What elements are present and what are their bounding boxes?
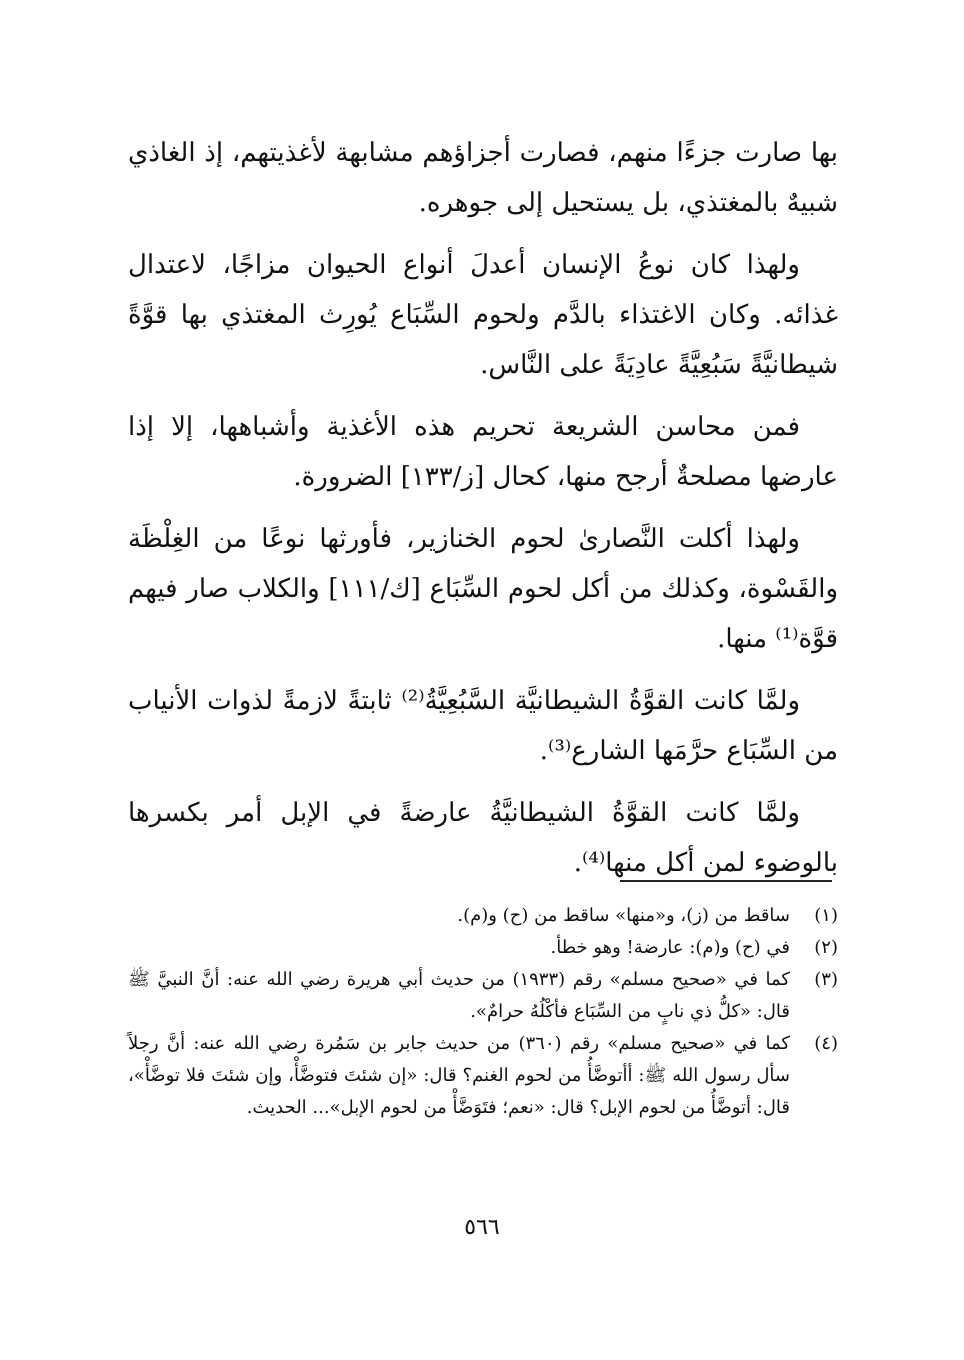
footnote xyxy=(128,964,838,1028)
footnote-separator xyxy=(620,880,832,882)
footnote-text: كما في «صحيح مسلم» رقم (١٩٣٣) من حديث أبي هريرة رضي الله عنه: أنَّ النبيَّ ﷺ قال: «كلُّ ذي نابٍ من السِّبَاع فأكْلُهُ حرامٌ». xyxy=(128,969,790,1022)
footnote xyxy=(128,1028,838,1124)
footnote xyxy=(128,932,838,964)
footnote-number: (٣) xyxy=(814,969,838,990)
paragraph: فمن محاسن الشريعة تحريم هذه الأغذية وأشباهها، إلا إذا عارضها مصلحةٌ أرجح منها، كحال [ز/١٣٣] الضرورة. xyxy=(128,412,838,492)
paragraph: ولهذا أكلت النَّصارىٰ لحوم الخنازير، فأورثها نوعًا من الغِلْظَة والقَسْوة، وكذلك من أكل لحوم السِّبَاع [ك/١١١] والكلاب صار فيهم قوَّة⁽¹⁾ منها. xyxy=(128,524,839,654)
page-number: ٥٦٦ xyxy=(464,1215,500,1240)
footnote-text: ساقط من (ز)، و«منها» ساقط من (ح) و(م). xyxy=(457,905,790,926)
paragraph: ولهذا كان نوعُ الإنسان أعدلَ أنواع الحيوان مزاجًا، لاعتدال غذائه. وكان الاغتذاء بالدَّم ولحوم السِّبَاع يُورِث المغتذي بها قوَّةً شيطانيَّةً سَبُعِيَّةً عادِيَةً على النَّاس. xyxy=(128,250,838,380)
footnote-number: (١) xyxy=(814,905,838,926)
footnote-number: (٤) xyxy=(814,1033,838,1054)
paragraph: ولمَّا كانت القوَّةُ الشيطانيَّة السَّبُعِيَّةُ⁽²⁾ ثابتةً لازمةً لذوات الأنياب من السِّبَاع حرَّمَها الشارع⁽³⁾. xyxy=(128,686,838,766)
footnote xyxy=(128,900,838,932)
footnotes xyxy=(128,900,838,1124)
footnote-number: (٢) xyxy=(814,937,838,958)
main-text xyxy=(128,128,838,900)
paragraph: بها صارت جزءًا منهم، فصارت أجزاؤهم مشابهة لأغذيتهم، إذ الغاذي شبيهٌ بالمغتذي، بل يستحيل إلى جوهره. xyxy=(128,138,838,218)
footnote-text: في (ح) و(م): عارضة! وهو خطأ. xyxy=(550,937,790,958)
footnote-text: كما في «صحيح مسلم» رقم (٣٦٠) من حديث جابر بن سَمُرة رضي الله عنه: أنَّ رجلاً سأل رسول الله ﷺ: أأتوضَّأُ من لحوم الغنم؟ قال: «إن شئتَ فتوضَّأْ، وإن شئتَ فلا توضَّأْ»، قال: أتوضَّأُ من لحوم الإبل؟ قال: «نعم؛ فتَوَضَّأْ من لحوم الإبل»... الحديث. xyxy=(128,1033,791,1118)
paragraph: ولمَّا كانت القوَّةُ الشيطانيَّةُ عارضةً في الإبل أمر بكسرها بالوضوء لمن أكل منها⁽⁴⁾. xyxy=(128,798,838,878)
